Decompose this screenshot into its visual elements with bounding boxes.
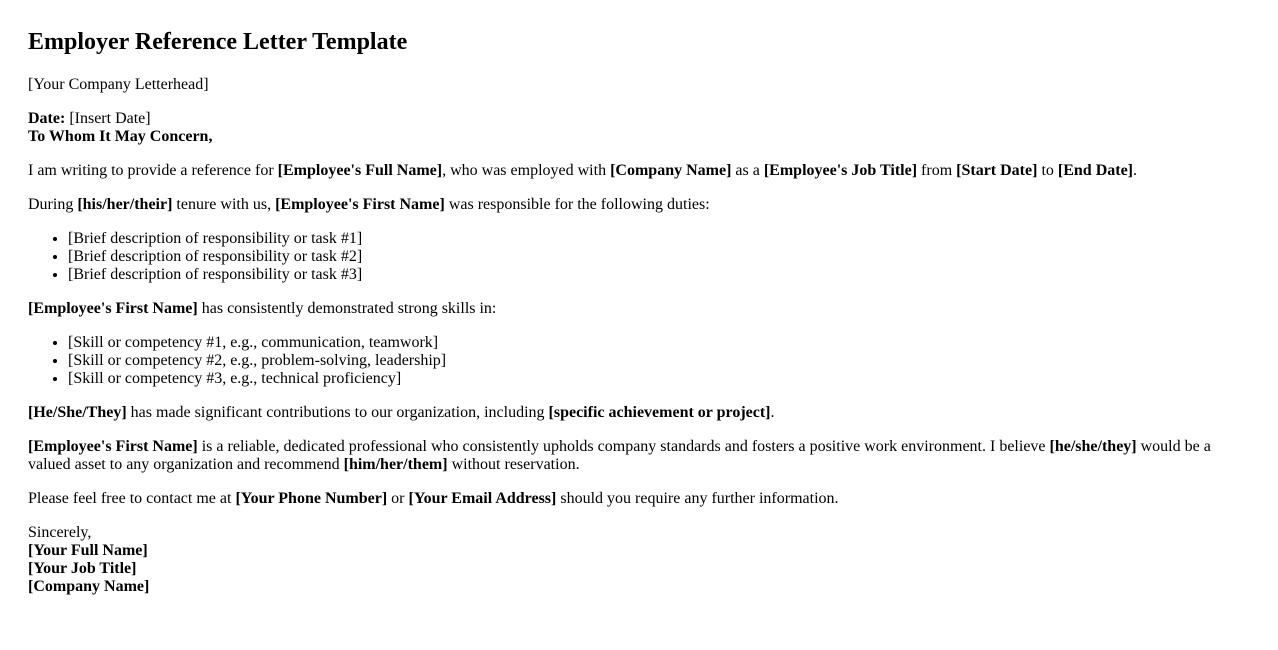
placeholder-employee-first-name: [Employee's First Name] <box>275 196 445 213</box>
list-item: • [Brief description of responsibility or task #2] <box>68 248 1250 266</box>
duties-intro-text-1: During <box>28 196 78 213</box>
signature-job-title: [Your Job Title] <box>28 560 137 577</box>
list-item: • [Skill or competency #1, e.g., communication, teamwork] <box>68 334 1250 352</box>
intro-text-3: as a <box>731 162 764 179</box>
contributions-text-2: . <box>770 404 775 421</box>
list-item: • [Skill or competency #2, e.g., problem-solving, leadership] <box>68 352 1250 370</box>
salutation-text: To Whom It May Concern, <box>28 128 213 145</box>
contact-text-3: should you require any further information. <box>556 490 839 507</box>
closing: Sincerely, <box>28 524 92 541</box>
placeholder-end-date: [End Date] <box>1057 162 1133 179</box>
contributions-text-1: has made significant contributions to our organization, including <box>126 404 549 421</box>
placeholder-email-address: [Your Email Address] <box>408 490 557 507</box>
intro-text-1: I am writing to provide a reference for <box>28 162 278 179</box>
recommendation-text-3: without reservation. <box>447 456 580 473</box>
skills-intro-text: has consistently demonstrated strong skills in: <box>197 300 497 317</box>
contact-paragraph <box>28 490 1250 508</box>
placeholder-employee-first-name: [Employee's First Name] <box>28 438 198 455</box>
date-value: [Insert Date] <box>65 110 151 127</box>
placeholder-employee-first-name: [Employee's First Name] <box>28 300 198 317</box>
intro-paragraph <box>28 162 1250 180</box>
letterhead: [Your Company Letterhead] <box>28 76 209 93</box>
date-label: Date: <box>28 110 66 127</box>
duties-intro-paragraph <box>28 196 1250 214</box>
date-line <box>28 110 1250 128</box>
recommendation-text-2: would be a valued asset to any organization and recommend <box>28 438 1211 473</box>
placeholder-company-name: [Company Name] <box>610 162 732 179</box>
placeholder-pronoun-subject: [He/She/They] <box>28 404 127 421</box>
intro-text-5: to <box>1037 162 1058 179</box>
signature-company: [Company Name] <box>28 578 150 595</box>
placeholder-achievement: [specific achievement or project] <box>548 404 771 421</box>
placeholder-employee-full-name: [Employee's Full Name] <box>277 162 443 179</box>
signature-block <box>28 524 1250 596</box>
placeholder-pronoun-possessive: [his/her/their] <box>77 196 173 213</box>
intro-text-2: , who was employed with <box>442 162 611 179</box>
contact-text-2: or <box>387 490 409 507</box>
duties-intro-text-3: was responsible for the following duties: <box>444 196 710 213</box>
placeholder-pronoun-object: [him/her/them] <box>343 456 448 473</box>
skills-intro-paragraph <box>28 300 1250 318</box>
placeholder-job-title: [Employee's Job Title] <box>763 162 918 179</box>
placeholder-phone-number: [Your Phone Number] <box>235 490 388 507</box>
recommendation-paragraph <box>28 438 1250 474</box>
placeholder-start-date: [Start Date] <box>956 162 1038 179</box>
contributions-paragraph <box>28 404 1250 422</box>
page-title: Employer Reference Letter Template <box>28 29 408 55</box>
intro-text-4: from <box>917 162 957 179</box>
list-item: • [Brief description of responsibility or task #1] <box>68 230 1250 248</box>
salutation <box>28 128 1250 146</box>
placeholder-pronoun-subject-lower: [he/she/they] <box>1049 438 1137 455</box>
skills-list <box>28 334 1250 388</box>
signature-name: [Your Full Name] <box>28 542 148 559</box>
duties-intro-text-2: tenure with us, <box>172 196 276 213</box>
duties-list <box>28 230 1250 284</box>
recommendation-text-1: is a reliable, dedicated professional who consistently upholds company standards and fosters a positive work environment. I believe <box>197 438 1050 455</box>
intro-text-6: . <box>1133 162 1137 179</box>
list-item: • [Skill or competency #3, e.g., technical proficiency] <box>68 370 1250 388</box>
contact-text-1: Please feel free to contact me at <box>28 490 236 507</box>
list-item: • [Brief description of responsibility or task #3] <box>68 266 1250 284</box>
